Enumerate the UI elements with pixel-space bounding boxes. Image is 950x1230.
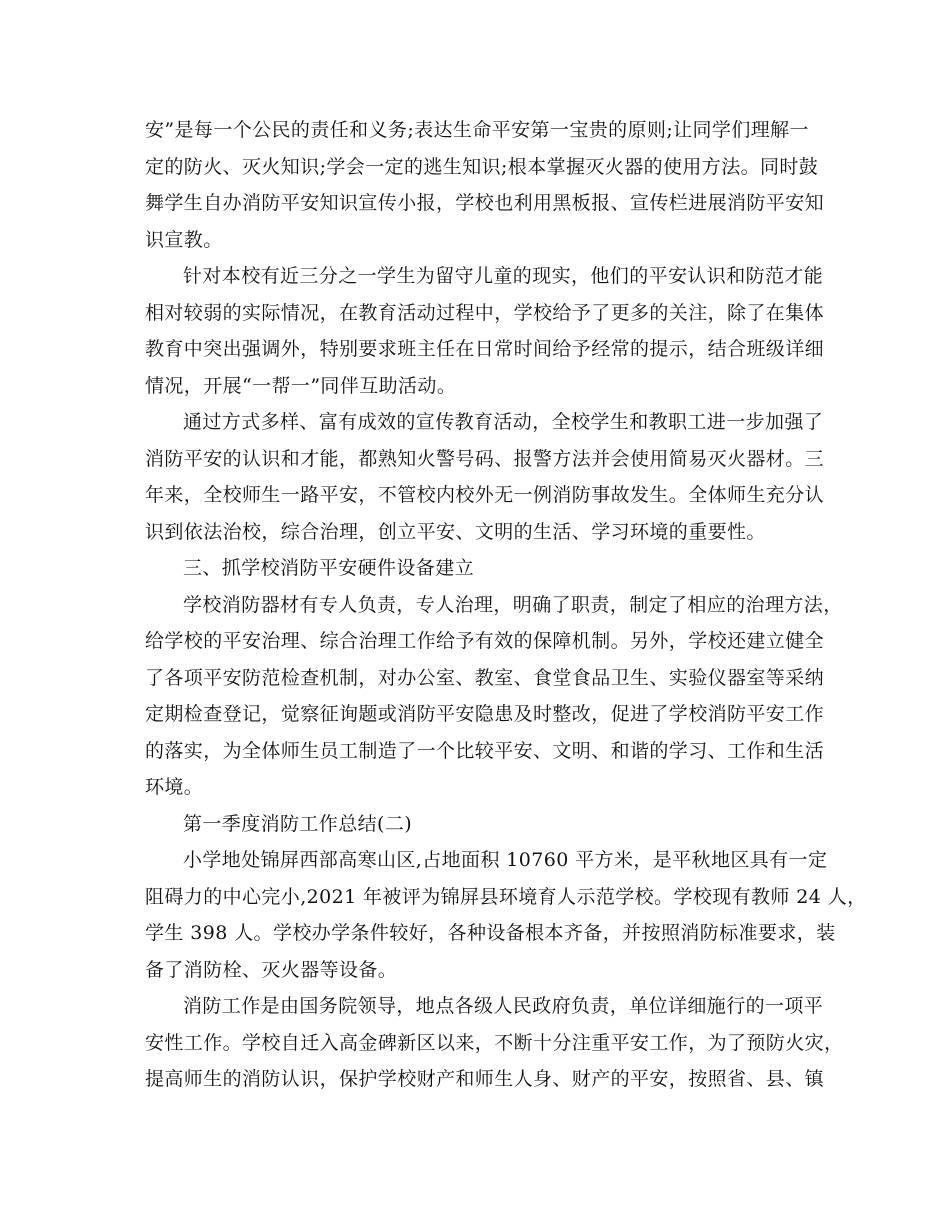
document-body <box>145 112 867 1098</box>
section-title-summary-two <box>145 806 805 843</box>
text-line: 备了消防栓、灭火器等设备。 <box>145 958 398 981</box>
text-line: 环境。 <box>145 776 204 798</box>
paragraph-left-behind-children <box>145 258 825 404</box>
text-line: 定的防火、灭火知识;学会一定的逃生知识;根本掌握灭火器的使用方法。同时鼓 <box>145 155 819 178</box>
text-line: 学校消防器材有专人负责，专人治理，明确了职责，制定了相应的治理方法， <box>183 593 843 616</box>
section-heading-hardware <box>145 550 805 587</box>
text-line: 第一季度消防工作总结(二) <box>183 812 413 835</box>
text-line: 学生 398 人。学校办学条件较好，各种设备根本齐备，并按照消防标准要求，装 <box>145 922 836 944</box>
text-line: 识宣教。 <box>145 228 223 251</box>
text-line: 提高师生的消防认识，保护学校财产和师生人身、财产的平安，按照省、县、镇 <box>145 1068 825 1090</box>
text-line: 安”是每一个公民的责任和义务;表达生命平安第一宝贵的原则;让同学们理解一 <box>145 119 809 141</box>
text-line: 年来，全校师生一路平安，不管校内校外无一例消防事故发生。全体师生充分认 <box>145 484 825 506</box>
text-line: 消防工作是由国务院领导，地点各级人民政府负责，单位详细施行的一项平 <box>183 995 824 1017</box>
text-line: 情况，开展“一帮一”同伴互助活动。 <box>145 374 457 397</box>
text-line: 的落实，为全体师生员工制造了一个比较平安、文明、和谐的学习、工作和生活 <box>145 739 825 762</box>
paragraph-fire-safety-education <box>145 112 825 258</box>
text-line: 相对较弱的实际情况，在教育活动过程中，学校给予了更多的关注，除了在集体 <box>145 301 825 324</box>
paragraph-equipment-management <box>145 587 843 806</box>
text-line: 舞学生自办消防平安知识宣传小报，学校也利用黑板报、宣传栏进展消防平安知 <box>145 192 825 214</box>
text-line: 给学校的平安治理、综合治理工作给予有效的保障机制。另外，学校还建立健全 <box>145 630 825 652</box>
text-line: 消防平安的认识和才能，都熟知火警号码、报警方法并会使用简易灭火器材。三 <box>145 447 825 470</box>
paragraph-school-overview <box>145 842 867 988</box>
paragraph-fire-work-leadership <box>145 988 844 1098</box>
text-line: 阻碍力的中心完小,2021 年被评为锦屏县环境育人示范学校。学校现有教师 24 人， <box>145 885 867 908</box>
paragraph-publicity-results <box>145 404 825 550</box>
text-line: 教育中突出强调外，特别要求班主任在日常时间给予经常的提示，结合班级详细 <box>145 338 825 360</box>
text-line: 定期检查登记，觉察征询题或消防平安隐患及时整改，促进了学校消防平安工作 <box>145 703 825 725</box>
text-line: 识到依法治校，综合治理，创立平安、文明的生活、学习环境的重要性。 <box>145 520 766 543</box>
text-line: 小学地处锦屏西部高寒山区,占地面积 10760 平方米，是平秋地区具有一定 <box>183 849 828 871</box>
text-line: 三、抓学校消防平安硬件设备建立 <box>183 557 475 579</box>
text-line: 针对本校有近三分之一学生为留守儿童的现实，他们的平安认识和防范才能 <box>183 265 824 287</box>
text-line: 了各项平安防范检查机制，对办公室、教室、食堂食品卫生、实验仪器室等采纳 <box>145 666 825 689</box>
text-line: 通过方式多样、富有成效的宣传教育活动，全校学生和教职工进一步加强了 <box>183 411 824 433</box>
text-line: 安性工作。学校自迁入高金碑新区以来，不断十分注重平安工作，为了预防火灾， <box>145 1031 844 1054</box>
